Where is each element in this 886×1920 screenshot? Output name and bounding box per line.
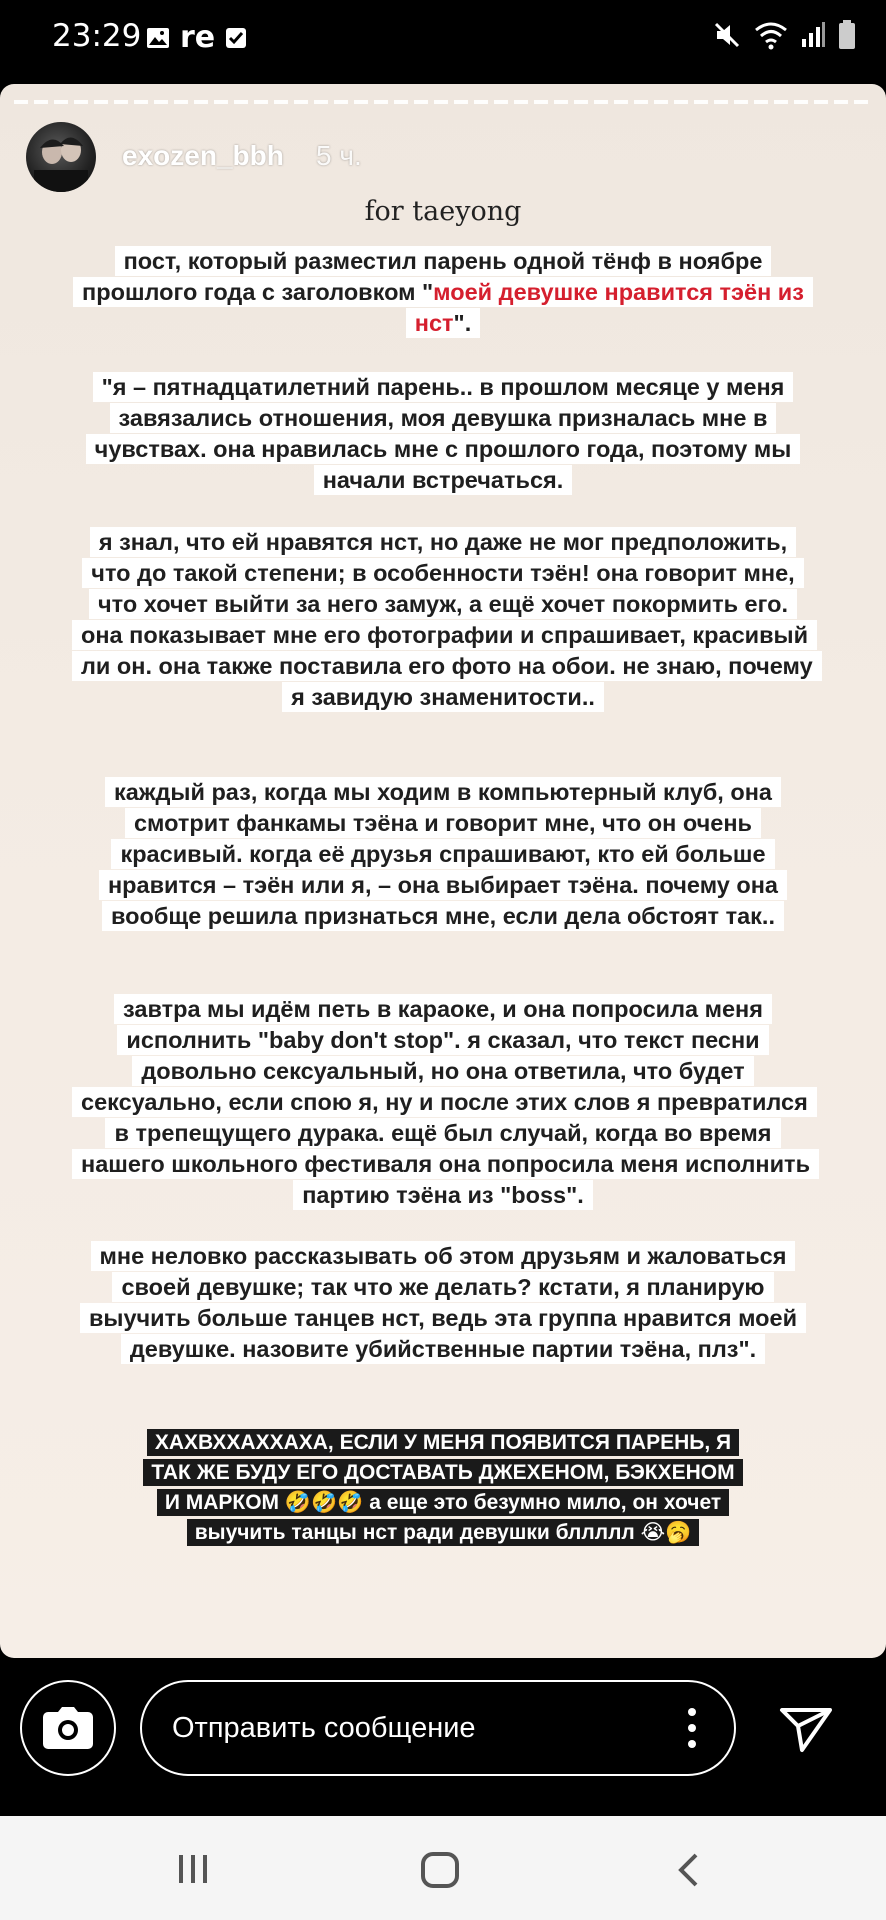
story-progress-bar [14,100,872,104]
status-bar [0,0,886,84]
recent-apps-button[interactable] [176,1852,210,1886]
paragraph-5 [72,994,814,1211]
battery-icon [838,20,856,50]
message-input[interactable] [140,1680,736,1776]
status-carrier-text: re [180,20,216,55]
paragraph-4 [72,777,814,932]
paragraph-2-text: "я – пятнадцатилетний парень.. в прошлом месяце у меня завязались отношения, моя девушка призналась мне в чувствах. она нравилась мне с прошлого года, поэтому мы начали встречаться. [86,372,801,495]
system-nav-bar [0,1816,886,1920]
signal-icon [800,21,826,49]
story-comment [138,1428,748,1548]
paragraph-2 [72,372,814,496]
mute-icon [712,20,742,50]
paragraph-1-text: пост, который разместил парень одной тёнф в ноябре прошлого года с заголовком " [82,248,763,305]
comment-line-2: ТАК ЖЕ БУДУ ЕГО ДОСТАВАТЬ ДЖЕХЕНОМ, БЭКХЕНОМ [151,1461,735,1484]
story-username[interactable]: exozen_bbh [122,140,284,171]
paragraph-4-text: каждый раз, когда мы ходим в компьютерный клуб, она смотрит фанкамы тэёна и говорит мне, что он очень красивый. когда её друзья спрашивают, кто ей больше нравится – тэён или я, – она выбирает тэёна. почему она вообще решила признаться мне, если дела обстоят так.. [99,777,787,931]
avatar-photo [26,122,96,192]
comment-line-3a: И МАРКОМ [164,1491,280,1514]
paragraph-1-end: ". [453,310,472,336]
paragraph-3 [72,527,814,713]
comment-emoji-a: 🤣🤣🤣 [284,1491,364,1514]
home-button[interactable] [420,1852,460,1888]
camera-button[interactable] [20,1680,116,1776]
comment-emoji-b: 😭🥱 [640,1521,692,1544]
paragraph-6 [72,1241,814,1365]
send-icon[interactable] [776,1698,836,1758]
wifi-icon [754,20,788,50]
story-card[interactable] [0,84,886,1658]
comment-line-3b: а еще это безумно мило, он хочет [369,1491,722,1514]
status-time: 23:29 [52,18,142,54]
avatar[interactable] [26,122,96,192]
checkbox-notification-icon [225,27,247,49]
status-right-icons [712,20,856,50]
comment-line-4: выучить танцы нст ради девушки бллллл [194,1521,635,1544]
back-button[interactable] [676,1852,700,1888]
paragraph-3-text: я знал, что ей нравятся нст, но даже не мог предположить, что до такой степени; в особенности тэён! она говорит мне, что хочет выйти за него замуж, а ещё хочет покормить его. она показывает мне его фотографии и спрашивает, красивый ли он. она также поставила его фото на обои. не знаю, почему я завидую знаменитости.. [72,527,822,712]
paragraph-1-red-text: моей девушке нравится тэён из нст [414,279,804,336]
story-time-ago: 5 ч. [316,140,362,171]
status-left-icons [146,20,247,55]
more-options-icon[interactable] [688,1706,696,1750]
story-title: for taeyong [364,196,522,227]
camera-icon [42,1706,94,1750]
paragraph-5-text: завтра мы идём петь в караоке, и она попросила меня исполнить "baby don't stop". я сказал, что текст песни довольно сексуальный, но она ответила, что будет сексуально, если спою я, ну и после этих слов я превратился в трепещущего дурака. ещё был случай, когда во время нашего школьного фестиваля она попросила меня исполнить партию тэёна из "boss". [72,994,819,1210]
message-input-placeholder: Отправить сообщение [172,1712,476,1744]
message-bar [0,1658,886,1816]
gallery-icon [146,27,170,49]
comment-line-1: ХАХВХХАХХАХА, ЕСЛИ У МЕНЯ ПОЯВИТСЯ ПАРЕНЬ, Я [154,1431,732,1454]
paragraph-6-text: мне неловко рассказывать об этом друзьям и жаловаться своей девушке; так что же делать? кстати, я планирую выучить больше танцев нст, ведь эта группа нравится моей девушке. назовите убийственные партии тэёна, плз". [80,1241,806,1364]
paragraph-1 [72,246,814,339]
